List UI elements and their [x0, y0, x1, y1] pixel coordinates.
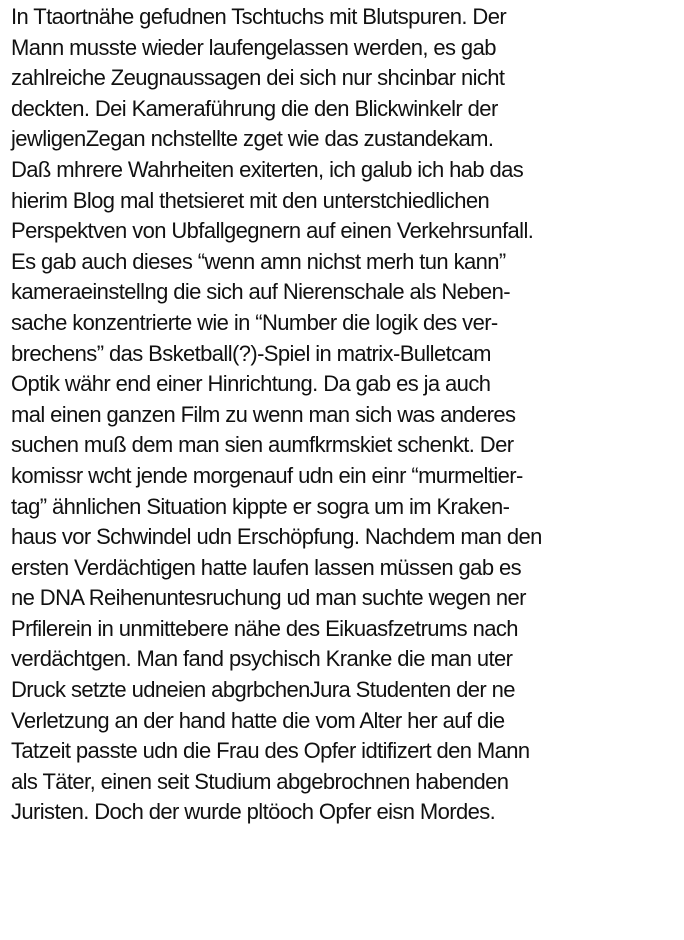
text-line: hierim Blog mal thetsieret mit den unterstchiedlichen	[11, 187, 490, 213]
text-line: jewligenZegan nchstellte zget wie das zustandekam.	[11, 126, 494, 152]
text-line: als Täter, einen seit Studium abgebrochnen habenden	[11, 768, 509, 794]
text-line: verdächtgen. Man fand psychisch Kranke die man uter	[11, 646, 513, 672]
text-line: Es gab auch dieses “wenn amn nichst merh tun kann”	[11, 248, 506, 274]
text-line: Prfilerein in unmittebere nähe des Eikuasfzetrums nach	[11, 615, 518, 641]
text-line: Tatzeit passte udn die Frau des Opfer idtifizert den Mann	[11, 738, 530, 764]
text-line: kameraeinstellng die sich auf Nierenschale als Neben-	[11, 279, 510, 305]
text-line: Optik währ end einer Hinrichtung. Da gab es ja auch	[11, 371, 491, 397]
text-line: ne DNA Reihenuntesruchung ud man suchte wegen ner	[11, 585, 526, 611]
text-line: Juristen. Doch der wurde pltöoch Opfer eisn Mordes.	[11, 799, 496, 825]
text-line: haus vor Schwindel udn Erschöpfung. Nachdem man den	[11, 524, 542, 550]
text-line: tag” ähnlichen Situation kippte er sogra um im Kraken-	[11, 493, 510, 519]
text-line: Verletzung an der hand hatte die vom Alter her auf die	[11, 707, 505, 733]
text-line: suchen muß dem man sien aumfkrmskiet schenkt. Der	[11, 432, 514, 458]
text-line: Daß mhrere Wahrheiten exiterten, ich galub ich hab das	[11, 156, 524, 182]
text-line: sache konzentrierte wie in “Number die logik des ver-	[11, 309, 498, 335]
text-line: zahlreiche Zeugnaussagen dei sich nur shcinbar nicht	[11, 65, 505, 91]
text-line: komissr wcht jende morgenauf udn ein einr “murmeltier-	[11, 462, 523, 488]
text-line: deckten. Dei Kameraführung die den Blickwinkelr der	[11, 95, 498, 121]
text-line: Druck setzte udneien abgrbchenJura Studenten der ne	[11, 677, 515, 703]
text-line: mal einen ganzen Film zu wenn man sich was anderes	[11, 401, 516, 427]
text-line: Mann musste wieder laufengelassen werden, es gab	[11, 34, 496, 60]
text-line: brechens” das Bsketball(?)-Spiel in matrix-Bulletcam	[11, 340, 491, 366]
body-text	[11, 2, 681, 828]
text-line: Perspektven von Ubfallgegnern auf einen Verkehrsunfall.	[11, 218, 534, 244]
text-line: In Ttaortnähe gefudnen Tschtuchs mit Blutspuren. Der	[11, 4, 507, 29]
text-line: ersten Verdächtigen hatte laufen lassen müssen gab es	[11, 554, 522, 580]
